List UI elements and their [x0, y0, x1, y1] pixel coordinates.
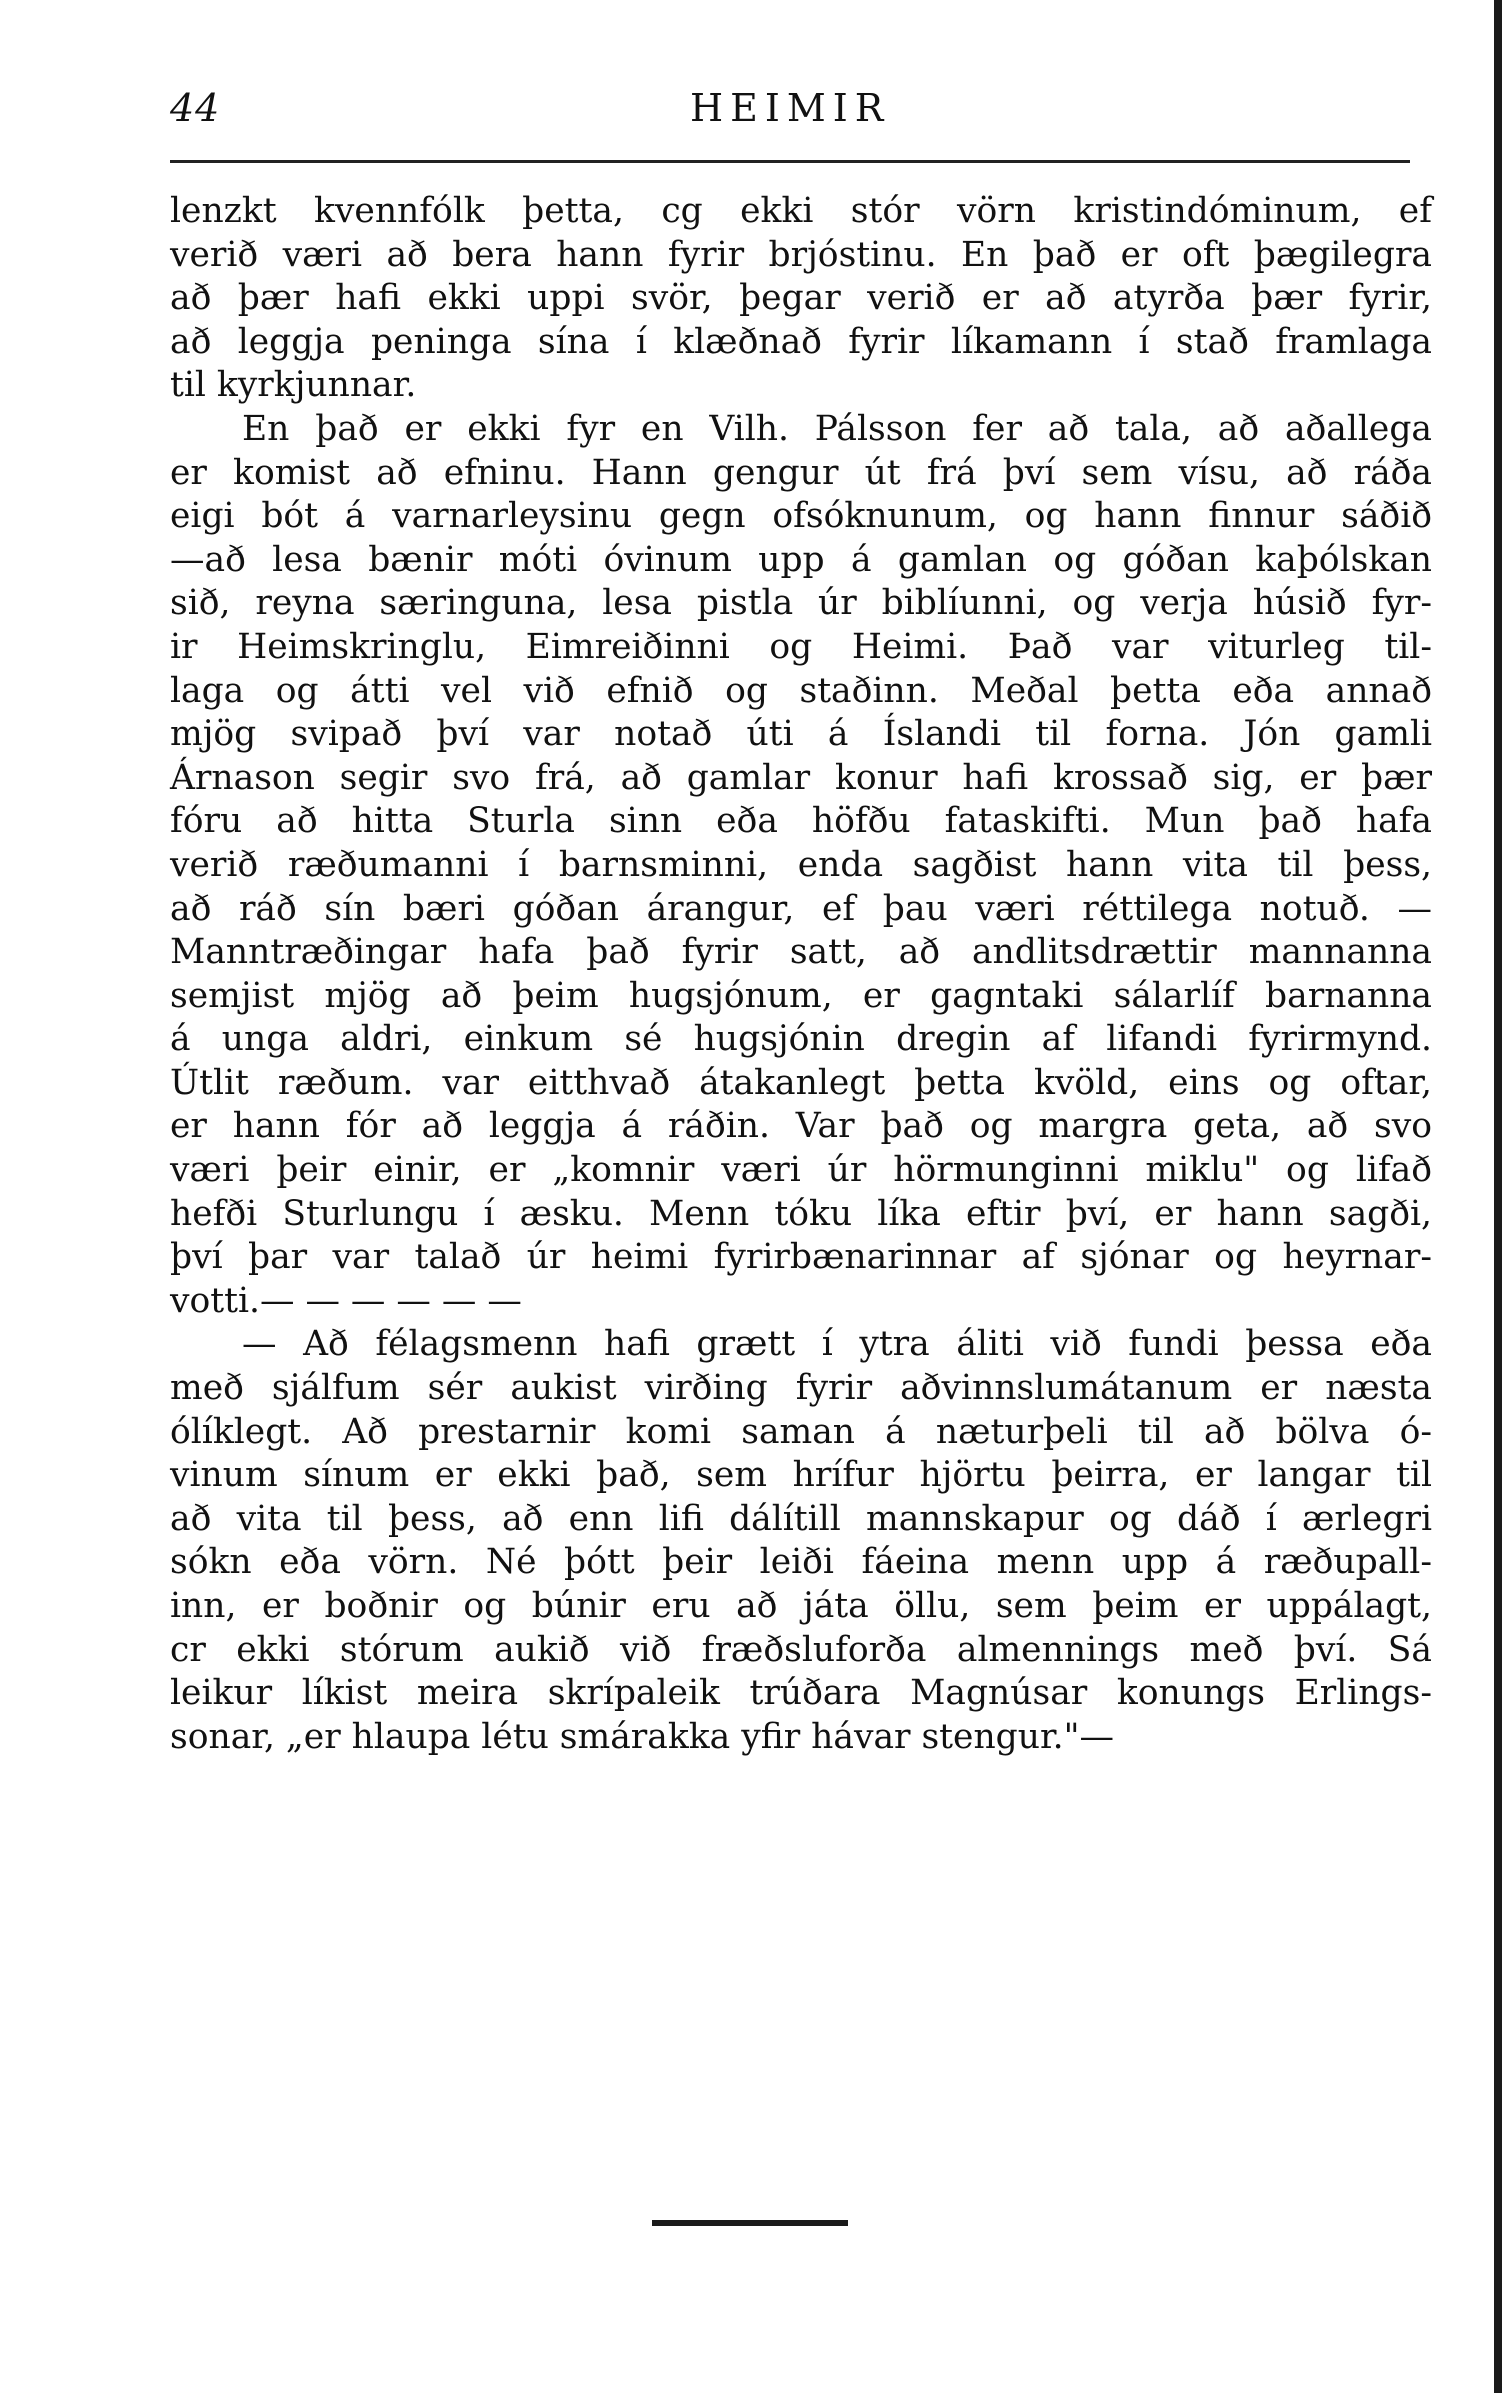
text-line: ólíklegt. Að prestarnir komi saman á næturþeli til að bölva ó- — [170, 1411, 1432, 1452]
text-line: lenzkt kvennfólk þetta, cg ekki stór vörn kristindóminum, ef — [170, 191, 1432, 231]
text-line: sókn eða vörn. Né þótt þeir leiði fáeina menn upp á ræðupall- — [170, 1542, 1432, 1583]
paragraph — [170, 190, 1432, 408]
page-edge-bar — [1494, 0, 1502, 2393]
text-line: — Að félagsmenn hafi grætt í ytra áliti við fundi þessa eða — [242, 1324, 1432, 1365]
running-head-title: HEIMIR — [690, 86, 891, 130]
text-line: að þær hafi ekki uppi svör, þegar verið er að atyrða þær fyrir, — [170, 278, 1432, 319]
text-line: Árnason segir svo frá, að gamlar konur hafi krossað sig, er þær — [170, 757, 1432, 798]
text-line: mjög svipað því var notað úti á Íslandi til forna. Jón gamli — [170, 714, 1432, 755]
text-line: verið ræðumanni í barnsminni, enda sagðist hann vita til þess, — [170, 844, 1432, 885]
text-line: hefði Sturlungu í æsku. Menn tóku líka eftir því, er hann sagði, — [170, 1193, 1432, 1234]
text-line: semjist mjög að þeim hugsjónum, er gagntaki sálarlíf barnanna — [170, 975, 1432, 1016]
text-line: með sjálfum sér aukist virðing fyrir aðvinnslumátanum er næsta — [170, 1368, 1432, 1409]
text-line: verið væri að bera hann fyrir brjóstinu. En það er oft þægilegra — [170, 234, 1432, 275]
text-line: En það er ekki fyr en Vilh. Pálsson fer að tala, að aðallega — [242, 408, 1432, 449]
text-line: sonar, „er hlaupa létu smárakka yfir hávar stengur."— — [170, 1716, 1115, 1757]
text-line: Manntræðingar hafa það fyrir satt, að andlitsdrættir mannanna — [170, 932, 1432, 973]
text-line: vinum sínum er ekki það, sem hrífur hjörtu þeirra, er langar til — [170, 1455, 1432, 1496]
text-line: er komist að efninu. Hann gengur út frá því sem vísu, að ráða — [170, 452, 1432, 493]
text-line: að ráð sín bæri góðan árangur, ef þau væri réttilega notuð. — — [170, 888, 1432, 929]
header-rule — [170, 160, 1410, 163]
text-line: eigi bót á varnarleysinu gegn ofsóknunum, og hann finnur sáðið — [170, 496, 1432, 537]
text-line: inn, er boðnir og búnir eru að játa öllu, sem þeim er uppálagt, — [170, 1586, 1432, 1626]
text-line: votti.— — — — — — — [170, 1280, 522, 1321]
end-rule — [652, 2220, 848, 2226]
text-line: laga og átti vel við efnið og staðinn. Meðal þetta eða annað — [170, 670, 1432, 711]
text-line: ir Heimskringlu, Eimreiðinni og Heimi. Það var viturleg til- — [170, 626, 1432, 667]
text-line: —að lesa bænir móti óvinum upp á gamlan og góðan kaþólskan — [170, 539, 1432, 580]
text-line: leikur líkist meira skrípaleik trúðara Magnúsar konungs Erlings- — [170, 1673, 1432, 1714]
text-line: fóru að hitta Sturla sinn eða höfðu fataskifti. Mun það hafa — [170, 801, 1432, 842]
page-number: 44 — [170, 86, 221, 130]
body-text — [170, 190, 1432, 1759]
text-line: að vita til þess, að enn lifi dálítill mannskapur og dáð í ærlegri — [170, 1498, 1432, 1539]
paragraph — [170, 408, 1432, 1323]
text-line: að leggja peninga sína í klæðnað fyrir líkamann í stað framlaga — [170, 321, 1432, 362]
text-line: því þar var talað úr heimi fyrirbænarinnar af sjónar og heyrnar- — [170, 1237, 1432, 1278]
text-line: Útlit ræðum. var eitthvað átakanlegt þetta kvöld, eins og oftar, — [170, 1062, 1432, 1103]
text-line: á unga aldri, einkum sé hugsjónin dregin af lifandi fyrirmynd. — [170, 1019, 1432, 1060]
text-line: sið, reyna særinguna, lesa pistla úr biblíunni, og verja húsið fyr- — [170, 583, 1432, 624]
text-line: til kyrkjunnar. — [170, 365, 417, 406]
page-header — [170, 86, 1410, 146]
paragraph — [170, 1323, 1432, 1759]
text-line: cr ekki stórum aukið við fræðsluforða almennings með því. Sá — [170, 1629, 1432, 1670]
text-line: er hann fór að leggja á ráðin. Var það og margra geta, að svo — [170, 1106, 1432, 1147]
text-line: væri þeir einir, er „komnir væri úr hörmunginni miklu" og lifað — [170, 1150, 1432, 1191]
